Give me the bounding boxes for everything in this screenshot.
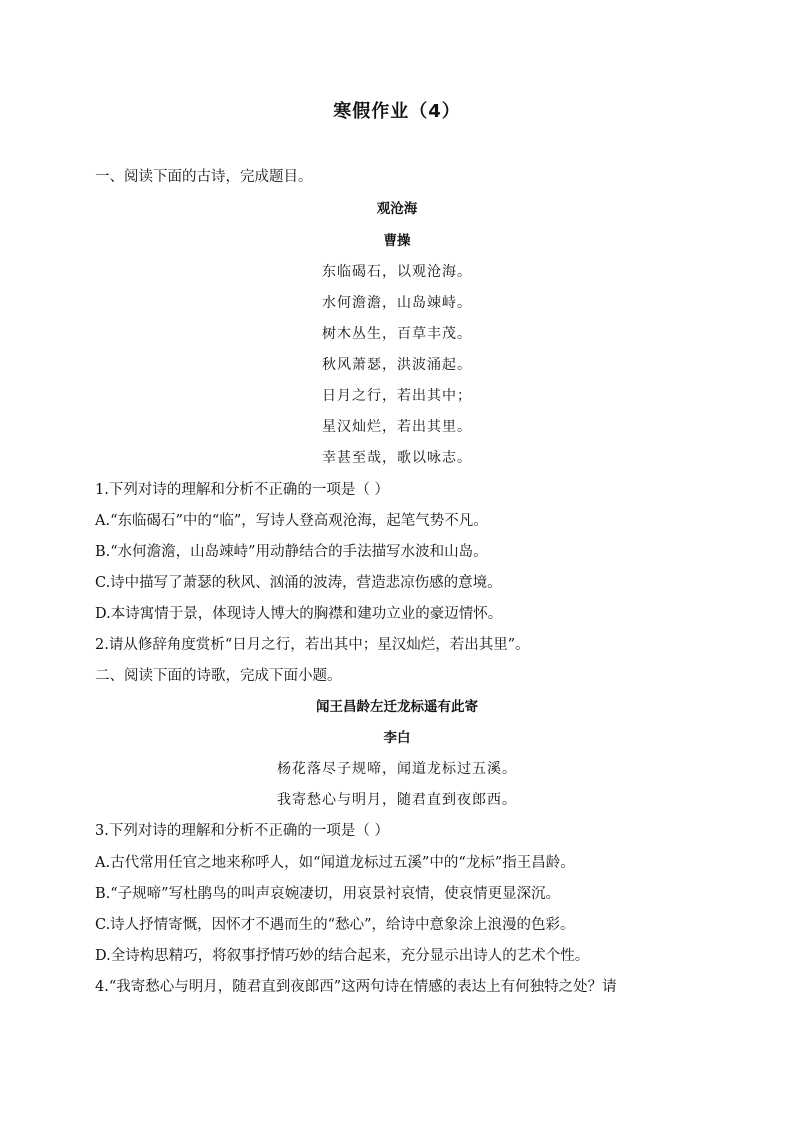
poem2-title: 闻王昌龄左迁龙标遥有此寄 [316, 699, 478, 715]
poem1-author: 曹操 [383, 233, 411, 249]
question-1-option-b: B.“水何澹澹，山岛竦峙”用动静结合的手法描写水波和山岛。 [95, 544, 488, 560]
question-1-stem: 1.下列对诗的理解和分析不正确的一项是（ ） [95, 482, 389, 498]
section2-heading: 二、阅读下面的诗歌，完成下面小题。 [95, 668, 342, 684]
question-1-option-d: D.本诗寓情于景，体现诗人博大的胸襟和建功立业的豪迈情怀。 [95, 606, 503, 622]
poem2-line: 我寄愁心与明月，随君直到夜郎西。 [277, 792, 517, 808]
question-3-option-d: D.全诗构思精巧，将叙事抒情巧妙的结合起来，充分显示出诗人的艺术个性。 [95, 948, 590, 964]
question-2-stem: 2.请从修辞角度赏析“日月之行，若出其中；星汉灿烂，若出其里”。 [95, 637, 530, 653]
poem1-line: 星汉灿烂，若出其里。 [322, 419, 472, 435]
question-4-stem: 4.“我寄愁心与明月，随君直到夜郎西”这两句诗在情感的表达上有何独特之处？请 [95, 979, 617, 995]
poem1-title: 观沧海 [376, 201, 418, 217]
question-1-option-c: C.诗中描写了萧瑟的秋风、汹涌的波涛，营造悲凉伤感的意境。 [95, 575, 502, 591]
poem1-line: 树木丛生，百草丰茂。 [322, 326, 472, 342]
question-3-option-b: B.“子规啼”写杜鹃鸟的叫声哀婉凄切，用哀景衬哀情，使哀情更显深沉。 [95, 886, 561, 902]
question-1-option-a: A.“东临碣石”中的“临”，写诗人登高观沧海，起笔气势不凡。 [95, 513, 488, 529]
poem1-line: 日月之行，若出其中； [322, 388, 472, 404]
poem1-line: 秋风萧瑟，洪波涌起。 [322, 357, 472, 373]
poem1-line: 东临碣石，以观沧海。 [322, 264, 472, 280]
page-title: 寒假作业（4） [333, 101, 461, 122]
poem2-line: 杨花落尽子规啼，闻道龙标过五溪。 [277, 761, 517, 777]
section1-heading: 一、阅读下面的古诗，完成题目。 [95, 169, 313, 185]
poem1-line: 幸甚至哉，歌以咏志。 [322, 450, 472, 466]
question-3-option-a: A.古代常用任官之地来称呼人，如“闻道龙标过五溪”中的“龙标”指王昌龄。 [95, 855, 575, 871]
poem1-line: 水何澹澹，山岛竦峙。 [322, 295, 472, 311]
question-3-option-c: C.诗人抒情寄慨，因怀才不遇而生的“愁心”，给诗中意象涂上浪漫的色彩。 [95, 917, 575, 933]
question-3-stem: 3.下列对诗的理解和分析不正确的一项是（ ） [95, 823, 389, 839]
poem2-author: 李白 [383, 730, 411, 746]
